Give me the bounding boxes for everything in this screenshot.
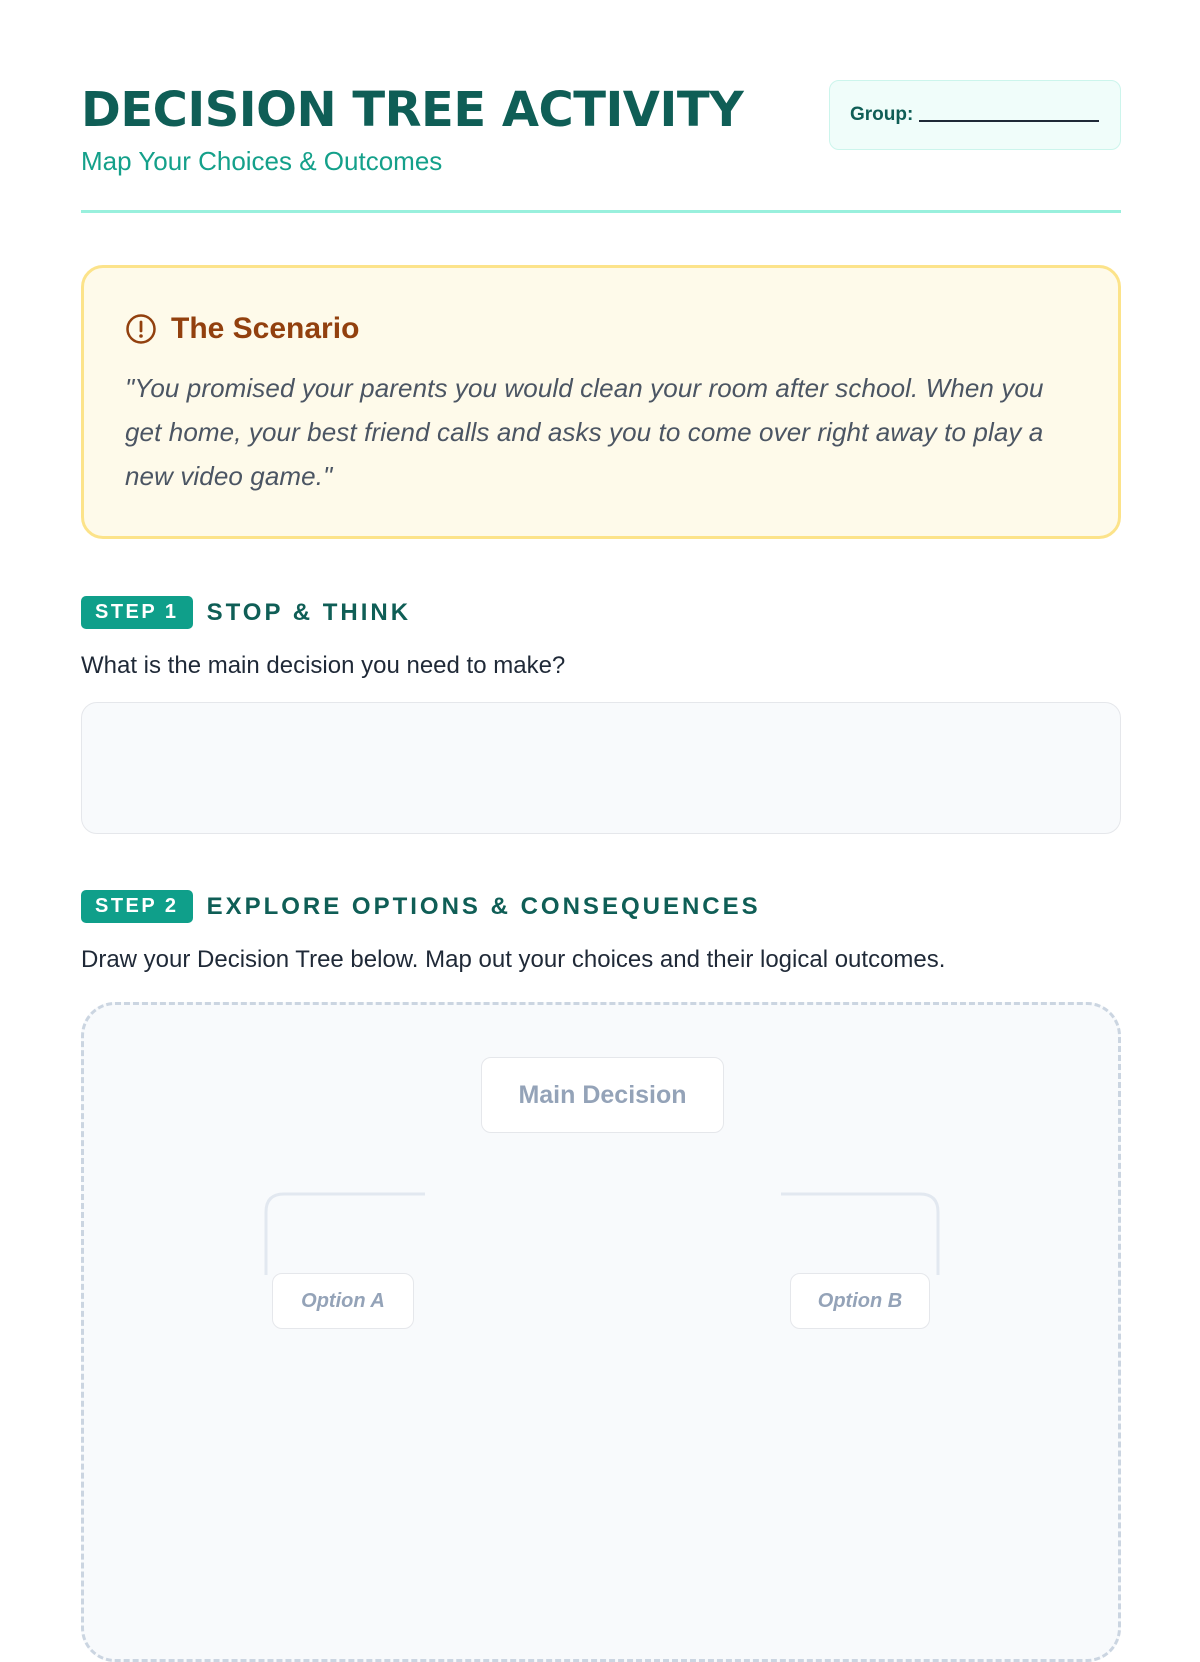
page-subtitle: Map Your Choices & Outcomes <box>81 146 443 176</box>
worksheet-page <box>81 0 1121 1312</box>
step-2-prompt: Draw your Decision Tree below. Map out your choices and their logical outcomes. <box>81 946 946 973</box>
option-b-node[interactable]: Option B <box>790 1273 930 1329</box>
group-name-blank[interactable] <box>919 120 1099 122</box>
step-2-badge: STEP 2 <box>81 890 193 923</box>
step-1-badge: STEP 1 <box>81 596 193 629</box>
worksheet-header <box>81 0 1121 213</box>
step-1-title: STOP & THINK <box>206 598 412 626</box>
scenario-heading <box>125 312 1077 346</box>
main-decision-answer-box[interactable] <box>81 702 1121 834</box>
group-field-box <box>829 80 1121 150</box>
page-title: DECISION TREE ACTIVITY <box>81 82 744 138</box>
step-1-prompt: What is the main decision you need to make? <box>81 652 566 679</box>
group-label: Group: <box>850 104 914 125</box>
main-decision-node[interactable]: Main Decision <box>481 1057 724 1133</box>
scenario-text: "You promised your parents you would clean your room after school. When you get home, your best friend calls and asks you to come over right away to play a new video game." <box>125 373 1044 491</box>
scenario-title: The Scenario <box>171 312 360 345</box>
step-2-title: EXPLORE OPTIONS & CONSEQUENCES <box>206 892 761 920</box>
alert-circle-icon <box>125 313 157 345</box>
scenario-card <box>81 265 1121 539</box>
decision-tree-drawing-area[interactable] <box>81 1002 1121 1662</box>
step-2-heading <box>81 890 761 923</box>
step-1-heading <box>81 596 411 629</box>
option-a-node[interactable]: Option A <box>272 1273 414 1329</box>
